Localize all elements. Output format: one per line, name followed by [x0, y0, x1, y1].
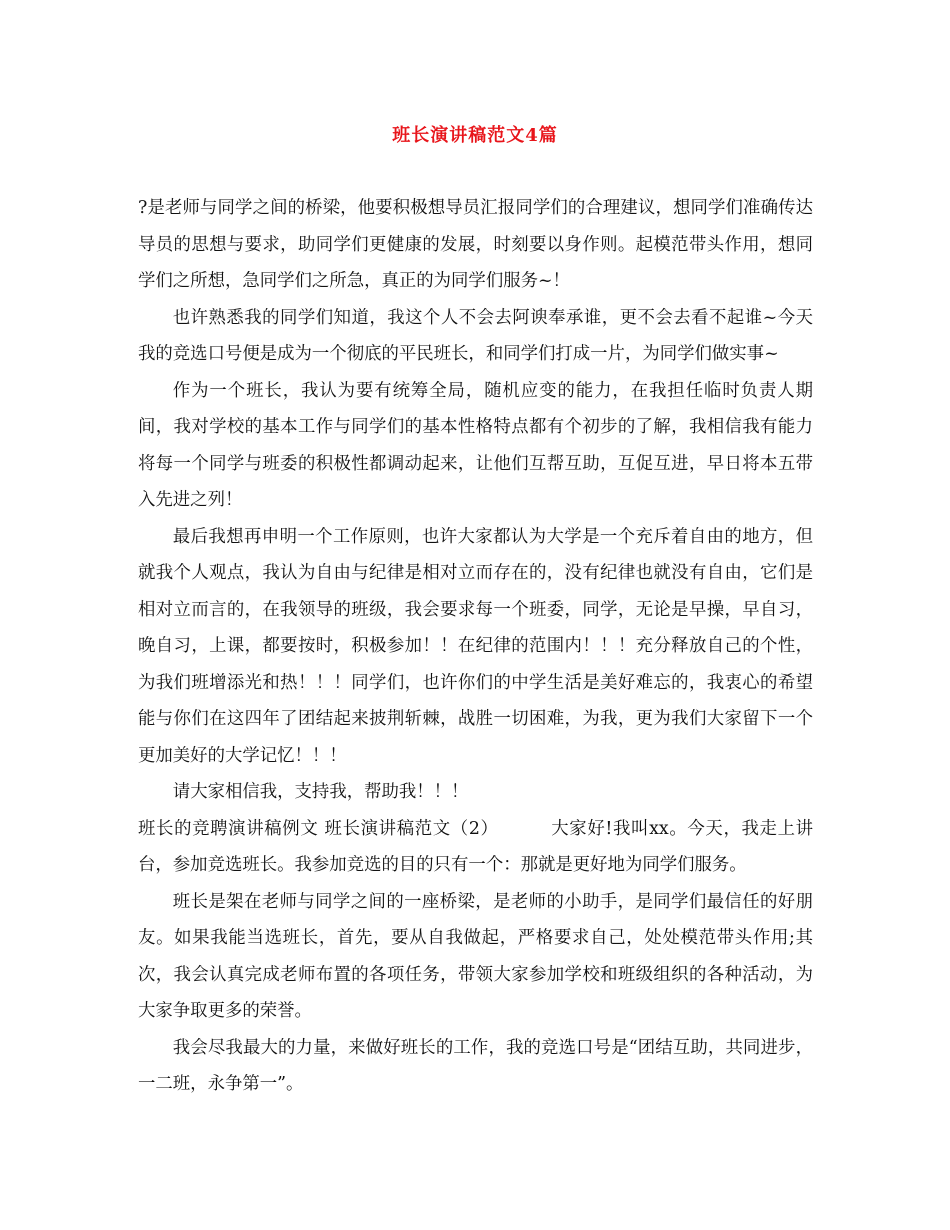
paragraph-5: 请大家相信我，支持我，帮助我！！！ — [172, 782, 469, 802]
section2-intro: 大家好!我叫xx。今天，我走上讲台，参加竞选班长。我参加竞选的目的只有一个：那就是更好地为同学们服务。 — [138, 818, 813, 875]
paragraph-3: 作为一个班长，我认为要有统筹全局，随机应变的能力，在我担任临时负责人期间，我对学校的基本工作与同学们的基本性格特点都有个初步的了解，我相信我有能力将每一个同学与班委的积极性都调动起来，让他们互帮互助，互促互进，早日将本五带入先进之列！ — [138, 380, 813, 510]
document-body — [138, 190, 813, 1103]
paragraph-2: 也许熟悉我的同学们知道，我这个人不会去阿谀奉承谁，更不会去看不起谁~今天我的竞选口号便是成为一个彻底的平民班长，和同学们打成一片，为同学们做实事~ — [138, 307, 813, 364]
paragraph-4: 最后我想再申明一个工作原则，也许大家都认为大学是一个充斥着自由的地方，但就我个人观点，我认为自由与纪律是相对立而存在的，没有纪律也就没有自由，它们是相对立而言的，在我领导的班级，我会要求每一个班委，同学，无论是早操，早自习，晚自习，上课，都要按时，积极参加！！在纪律的范围内！！！充分释放自己的个性，为我们班增添光和热！！！同学们，也许你们的中学生活是美好难忘的，我衷心的希望能与你们在这四年了团结起来披荆斩棘，战胜一切困难，为我，更为我们大家留下一个更加美好的大学记忆！！！ — [138, 526, 813, 766]
paragraph-1: ?是老师与同学之间的桥梁，他要积极想导员汇报同学们的合理建议，想同学们准确传达导员的思想与要求，助同学们更健康的发展，时刻要以身作则。起模范带头作用，想同学们之所想，急同学们之所急，真正的为同学们服务~！ — [138, 198, 813, 291]
section2-paragraph-2: 我会尽我最大的力量，来做好班长的工作，我的竞选口号是“团结互助，共同进步，一二班，永争第一”。 — [138, 1037, 813, 1094]
document-title: 班长演讲稿范文4篇 — [392, 125, 558, 146]
section2-paragraph-1: 班长是架在老师与同学之间的一座桥梁，是老师的小助手，是同学们最信任的好朋友。如果我能当选班长，首先，要从自我做起，严格要求自己，处处模范带头作用;其次，我会认真完成老师布置的各项任务，带领大家参加学校和班级组织的各种活动，为大家争取更多的荣誉。 — [138, 891, 813, 1021]
section2-heading-paragraph — [138, 811, 813, 884]
section2-heading: 班长的竞聘演讲稿例文 班长演讲稿范文（2） — [138, 818, 499, 839]
